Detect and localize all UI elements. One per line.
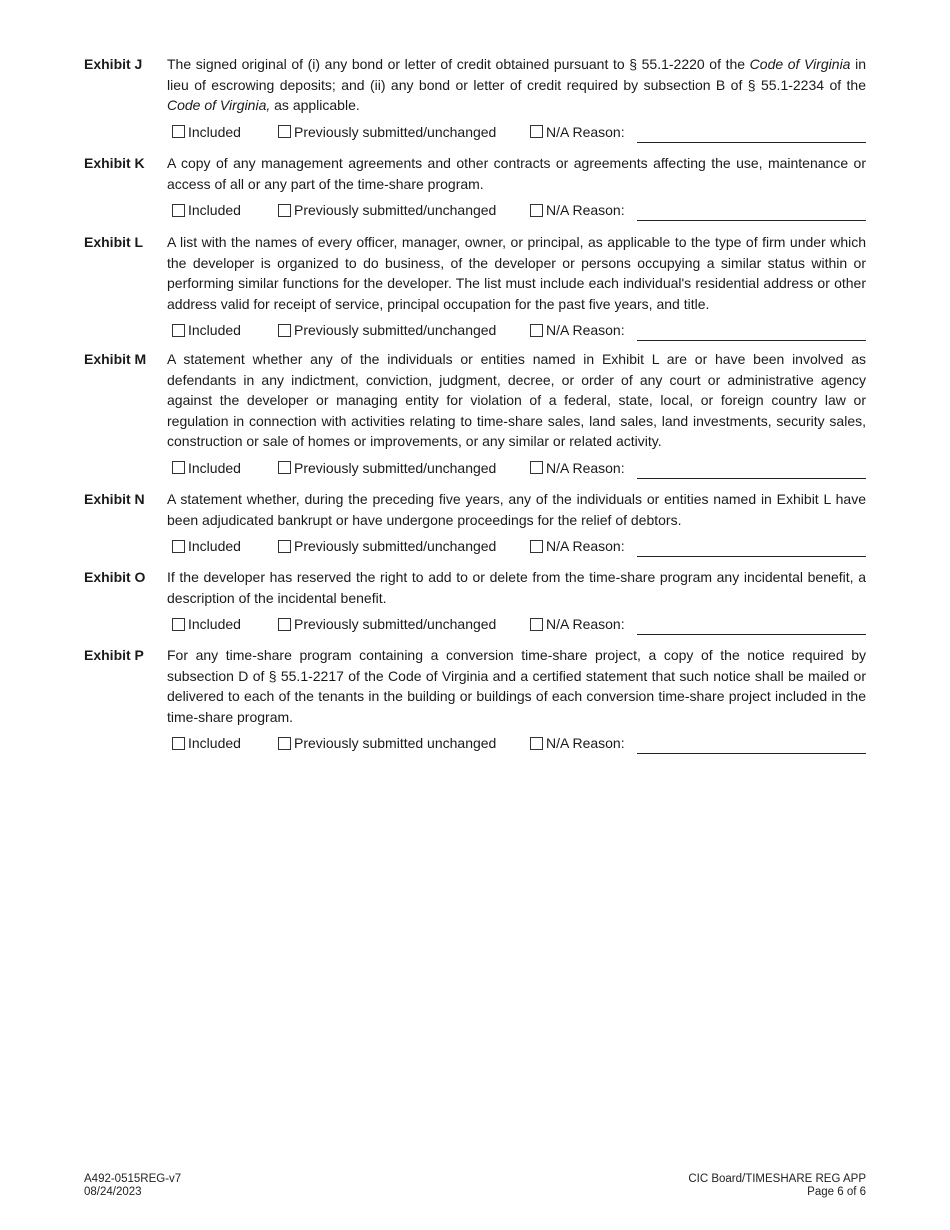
previously-submitted-label: Previously submitted/unchanged (294, 616, 497, 632)
exhibit-l (84, 232, 866, 342)
na-option[interactable] (530, 735, 625, 751)
included-option[interactable] (172, 202, 241, 218)
included-label: Included (188, 459, 241, 476)
exhibit-description: A statement whether any of the individuals or entities named in Exhibit L are or have been involved as defendants in any indictment, conviction, judgment, decree, or order of any court or administrative agency against the developer or managing entity for violation of a federal, state, local, or foreign country law or regulation in connection with activities relating to time-share sales, land sales, land investments, security sales, construction or sale of homes or improvements, or any similar or related activity. (167, 351, 866, 449)
previously-submitted-checkbox[interactable] (278, 125, 291, 138)
na-option[interactable] (530, 616, 625, 632)
board-name: CIC Board/TIMESHARE REG APP (688, 1173, 866, 1185)
na-option[interactable] (530, 202, 625, 218)
previously-submitted-label: Previously submitted/unchanged (294, 459, 497, 476)
exhibit-options (84, 320, 866, 342)
previously-submitted-option[interactable] (278, 616, 496, 632)
na-checkbox[interactable] (530, 540, 543, 553)
na-reason-label: N/A Reason: (546, 735, 625, 751)
included-checkbox[interactable] (172, 461, 185, 474)
included-option[interactable] (172, 124, 241, 140)
previously-submitted-checkbox[interactable] (278, 461, 291, 474)
exhibit-description (167, 54, 866, 116)
na-reason-field[interactable] (637, 556, 866, 557)
na-checkbox[interactable] (530, 461, 543, 474)
exhibit-label: Exhibit M (84, 351, 147, 367)
page-number: Page 6 of 6 (807, 1186, 866, 1198)
exhibit-p (84, 645, 866, 755)
exhibit-label: Exhibit O (84, 569, 146, 585)
previously-submitted-checkbox[interactable] (278, 204, 291, 217)
exhibit-options (84, 200, 866, 222)
na-option[interactable] (530, 322, 625, 338)
exhibit-label: Exhibit J (84, 56, 143, 72)
previously-submitted-option[interactable] (278, 460, 496, 476)
previously-submitted-label: Previously submitted/unchanged (294, 322, 497, 338)
included-checkbox[interactable] (172, 204, 185, 217)
footer-right (688, 1173, 866, 1199)
previously-submitted-option[interactable] (278, 202, 496, 218)
na-reason-field[interactable] (637, 753, 866, 754)
exhibit-description: A statement whether, during the preceding five years, any of the individuals or entities named in Exhibit L have been adjudicated bankrupt or have undergone proceedings for the relief of debtors. (167, 491, 866, 528)
exhibit-k (84, 153, 866, 222)
desc-italic: Code of Virginia (749, 56, 851, 72)
na-reason-label: N/A Reason: (546, 459, 625, 476)
na-reason-field[interactable] (637, 634, 866, 635)
exhibit-options (84, 733, 866, 755)
desc-text: as applicable. (270, 97, 360, 113)
exhibit-label: Exhibit P (84, 647, 144, 663)
included-option[interactable] (172, 460, 241, 476)
exhibit-description: For any time-share program containing a conversion time-share project, a copy of the notice required by subsection D of § 55.1-2217 of the Code of Virginia and a certified statement that such notice shall be mailed or delivered to each of the tenants in the building or buildings of each conversion time-share project included in the time-share program. (167, 647, 866, 725)
exhibit-label: Exhibit L (84, 234, 144, 250)
previously-submitted-checkbox[interactable] (278, 618, 291, 631)
included-option[interactable] (172, 322, 241, 338)
na-checkbox[interactable] (530, 324, 543, 337)
included-option[interactable] (172, 538, 241, 554)
included-option[interactable] (172, 735, 241, 751)
desc-italic: Code of Virginia, (167, 97, 271, 113)
na-checkbox[interactable] (530, 618, 543, 631)
exhibit-m (84, 349, 866, 480)
previously-submitted-option[interactable] (278, 538, 496, 554)
included-checkbox[interactable] (172, 737, 185, 750)
exhibit-options (84, 458, 866, 480)
previously-submitted-checkbox[interactable] (278, 540, 291, 553)
desc-text: The signed original of (i) any bond or letter of credit obtained pursuant to § 55.1-2220 of the (167, 56, 750, 72)
included-label: Included (188, 538, 241, 554)
na-checkbox[interactable] (530, 125, 543, 138)
na-reason-label: N/A Reason: (546, 538, 625, 554)
exhibit-options (84, 122, 866, 144)
na-reason-field[interactable] (637, 220, 866, 221)
na-checkbox[interactable] (530, 204, 543, 217)
included-checkbox[interactable] (172, 125, 185, 138)
previously-submitted-label: Previously submitted/unchanged (294, 123, 497, 140)
previously-submitted-option[interactable] (278, 322, 496, 338)
exhibit-j (84, 54, 866, 144)
included-label: Included (188, 322, 241, 338)
included-checkbox[interactable] (172, 618, 185, 631)
included-option[interactable] (172, 616, 241, 632)
form-id: A492-0515REG-v7 (84, 1173, 182, 1185)
form-date: 08/24/2023 (84, 1186, 142, 1198)
included-checkbox[interactable] (172, 324, 185, 337)
exhibit-description: If the developer has reserved the right to add to or delete from the time-share program any incidental benefit, a description of the incidental benefit. (167, 569, 866, 606)
na-reason-label: N/A Reason: (546, 123, 625, 140)
footer-left (84, 1173, 181, 1199)
previously-submitted-label: Previously submitted unchanged (294, 735, 497, 751)
included-checkbox[interactable] (172, 540, 185, 553)
na-reason-field[interactable] (637, 478, 866, 479)
included-label: Included (188, 202, 241, 218)
na-option[interactable] (530, 538, 625, 554)
previously-submitted-option[interactable] (278, 124, 496, 140)
exhibit-description: A list with the names of every officer, manager, owner, or principal, as applicable to the type of firm under which the developer is organized to do business, of the developer or persons occupying a similar status within or performing similar functions for the developer. The list must include each individual's residential address or other address valid for receipt of service, principal occupation for the past five years, and title. (167, 234, 866, 312)
na-reason-field[interactable] (637, 142, 866, 143)
exhibit-description: A copy of any management agreements and other contracts or agreements affecting the use, maintenance or access of all or any part of the time-share program. (167, 155, 866, 192)
included-label: Included (188, 123, 241, 140)
na-reason-field[interactable] (637, 340, 866, 341)
previously-submitted-label: Previously submitted/unchanged (294, 538, 497, 554)
exhibit-label: Exhibit N (84, 491, 145, 507)
exhibit-n (84, 489, 866, 558)
exhibit-options (84, 536, 866, 558)
na-option[interactable] (530, 124, 625, 140)
na-checkbox[interactable] (530, 737, 543, 750)
na-reason-label: N/A Reason: (546, 202, 625, 218)
included-label: Included (188, 616, 241, 632)
previously-submitted-checkbox[interactable] (278, 324, 291, 337)
exhibit-label: Exhibit K (84, 155, 145, 171)
exhibit-o (84, 567, 866, 636)
na-reason-label: N/A Reason: (546, 322, 625, 338)
na-reason-label: N/A Reason: (546, 616, 625, 632)
exhibit-options (84, 614, 866, 636)
na-option[interactable] (530, 460, 625, 476)
previously-submitted-option[interactable] (278, 735, 496, 751)
previously-submitted-label: Previously submitted/unchanged (294, 202, 497, 218)
previously-submitted-checkbox[interactable] (278, 737, 291, 750)
included-label: Included (188, 735, 241, 751)
desc-text: in lieu of escrowing deposits; and (ii) any bond or letter of credit required by subsection B of § 55.1-2234 of the (167, 56, 866, 93)
